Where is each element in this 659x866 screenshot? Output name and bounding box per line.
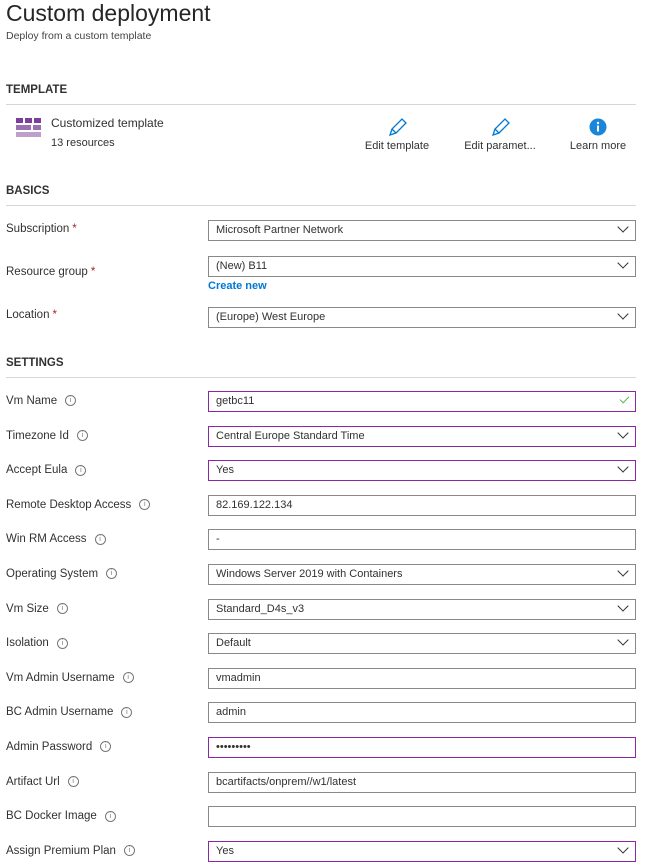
divider xyxy=(6,377,636,378)
vm-admin-username-label: Vm Admin Username i xyxy=(6,668,134,689)
info-icon[interactable]: i xyxy=(139,499,150,510)
learn-more-button[interactable] xyxy=(562,117,634,152)
pencil-icon xyxy=(489,117,511,137)
checkmark-icon xyxy=(620,394,630,404)
page-subtitle: Deploy from a custom template xyxy=(6,30,152,42)
chevron-down-icon xyxy=(617,842,628,853)
info-icon[interactable]: i xyxy=(68,776,79,787)
pencil-icon xyxy=(386,117,408,137)
template-name: Customized template xyxy=(51,116,164,130)
page-title: Custom deployment xyxy=(6,0,211,26)
chevron-down-icon xyxy=(617,427,628,438)
template-resources: 13 resources xyxy=(51,137,115,149)
operating-system-label: Operating System i xyxy=(6,564,117,585)
basics-section-title: BASICS xyxy=(6,185,50,197)
isolation-label: Isolation i xyxy=(6,633,68,654)
learn-more-label: Learn more xyxy=(569,140,627,152)
info-icon[interactable]: i xyxy=(121,707,132,718)
bc-docker-image-label: BC Docker Image i xyxy=(6,806,116,827)
vm-admin-username-input[interactable]: vmadmin xyxy=(208,668,636,689)
chevron-down-icon xyxy=(617,462,628,473)
divider xyxy=(6,205,636,206)
template-icon xyxy=(16,118,41,139)
vm-size-label: Vm Size i xyxy=(6,599,68,620)
chevron-down-icon xyxy=(617,600,628,611)
create-new-link[interactable]: Create new xyxy=(208,280,267,292)
win-rm-access-input[interactable]: - xyxy=(208,529,636,550)
resource-group-label: Resource group * xyxy=(6,266,96,278)
chevron-down-icon xyxy=(617,565,628,576)
operating-system-select[interactable]: Windows Server 2019 with Containers xyxy=(208,564,636,585)
chevron-down-icon xyxy=(617,221,628,232)
subscription-select[interactable]: Microsoft Partner Network xyxy=(208,220,636,241)
admin-password-label: Admin Password i xyxy=(6,737,111,758)
admin-password-input[interactable]: ••••••••• xyxy=(208,737,636,758)
chevron-down-icon xyxy=(617,635,628,646)
bc-admin-username-label: BC Admin Username i xyxy=(6,702,132,723)
template-section-title: TEMPLATE xyxy=(6,84,68,96)
timezone-id-select[interactable]: Central Europe Standard Time xyxy=(208,426,636,447)
remote-desktop-access-label: Remote Desktop Access i xyxy=(6,495,150,516)
info-icon[interactable]: i xyxy=(77,430,88,441)
info-icon[interactable]: i xyxy=(65,395,76,406)
subscription-label: Subscription * xyxy=(6,223,77,235)
info-icon xyxy=(588,117,608,137)
chevron-down-icon xyxy=(617,308,628,319)
isolation-select[interactable]: Default xyxy=(208,633,636,654)
artifact-url-label: Artifact Url i xyxy=(6,772,79,793)
chevron-down-icon xyxy=(617,257,628,268)
info-icon[interactable]: i xyxy=(100,741,111,752)
info-icon[interactable]: i xyxy=(105,811,116,822)
edit-template-label: Edit template xyxy=(364,140,430,152)
vm-size-select[interactable]: Standard_D4s_v3 xyxy=(208,599,636,620)
bc-docker-image-input[interactable] xyxy=(208,806,636,827)
divider xyxy=(6,104,636,105)
edit-parameters-label: Edit paramet... xyxy=(464,140,536,152)
vm-name-label: Vm Name i xyxy=(6,391,76,412)
edit-template-button[interactable] xyxy=(358,117,436,152)
info-icon[interactable]: i xyxy=(57,638,68,649)
resource-group-select[interactable]: (New) B11 xyxy=(208,256,636,277)
bc-admin-username-input[interactable]: admin xyxy=(208,702,636,723)
assign-premium-plan-select[interactable]: Yes xyxy=(208,841,636,862)
location-label: Location * xyxy=(6,309,57,321)
vm-name-input[interactable]: getbc11 xyxy=(208,391,636,412)
info-icon[interactable]: i xyxy=(57,603,68,614)
info-icon[interactable]: i xyxy=(124,845,135,856)
info-icon[interactable]: i xyxy=(106,568,117,579)
remote-desktop-access-input[interactable]: 82.169.122.134 xyxy=(208,495,636,516)
edit-parameters-button[interactable] xyxy=(458,117,542,152)
info-icon[interactable]: i xyxy=(75,465,86,476)
accept-eula-select[interactable]: Yes xyxy=(208,460,636,481)
info-icon[interactable]: i xyxy=(123,672,134,683)
location-select[interactable]: (Europe) West Europe xyxy=(208,307,636,328)
artifact-url-input[interactable]: bcartifacts/onprem//w1/latest xyxy=(208,772,636,793)
win-rm-access-label: Win RM Access i xyxy=(6,529,106,550)
info-icon[interactable]: i xyxy=(95,534,106,545)
assign-premium-plan-label: Assign Premium Plan i xyxy=(6,841,135,862)
settings-section-title: SETTINGS xyxy=(6,357,64,369)
accept-eula-label: Accept Eula i xyxy=(6,460,86,481)
timezone-id-label: Timezone Id i xyxy=(6,426,88,447)
